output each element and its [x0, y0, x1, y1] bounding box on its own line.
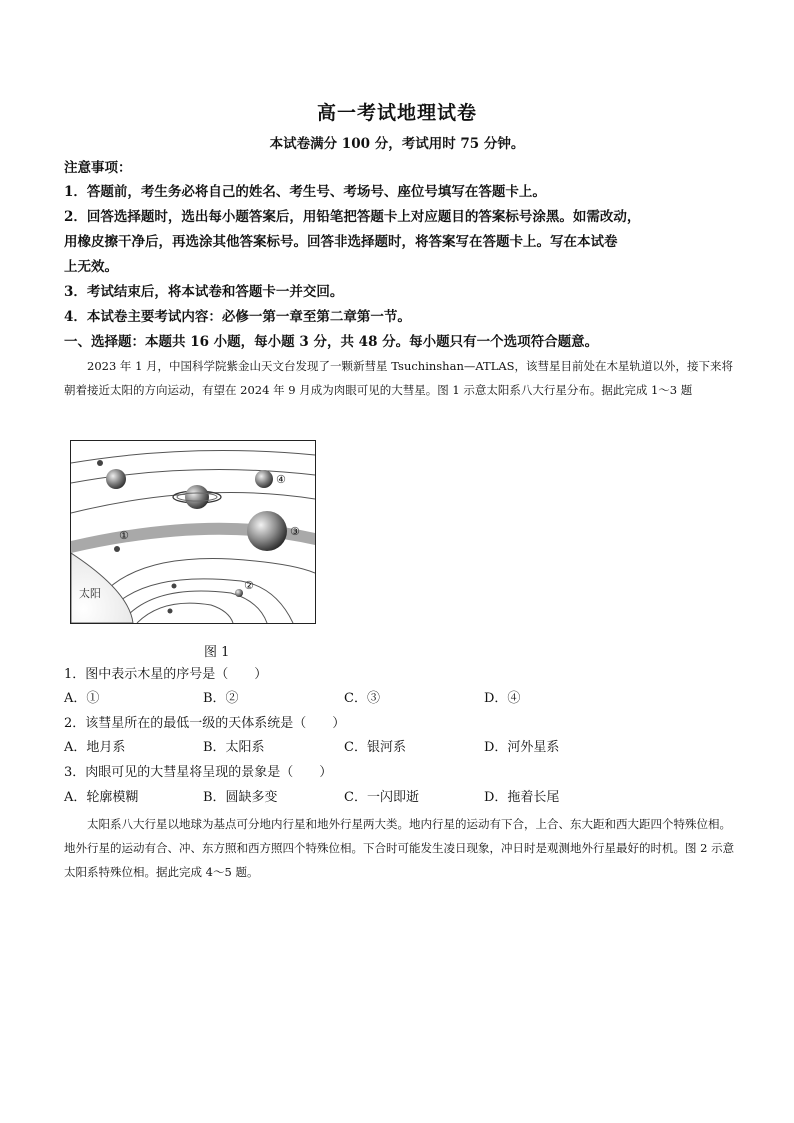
option-b: B．圆缺多变 — [203, 790, 278, 805]
page-title: 高一考试地理试卷 — [316, 102, 477, 124]
passage-1-text: 2023 年 1 月，中国科学院紫金山天文台发现了一颗新彗星 Tsuchinshan—ATLAS，该彗星目前处在木星轨道以外，接下来将朝着接近太阳的方向运动，有望在 2024 年 9 月成为肉眼可见的大彗星。图 1 示意太阳系八大行星分布。据此完成 1～3 题 — [64, 359, 734, 397]
marker-2: ② — [244, 579, 254, 592]
question-3-stem: 3．肉眼可见的大彗星将呈现的景象是（ ） — [64, 765, 333, 780]
figure-caption: 图 1 — [204, 645, 230, 660]
notice-item: 1．答题前，考生务必将自己的姓名、考生号、考场号、座位号填写在答题卡上。 — [64, 184, 546, 200]
notice-item: 3．考试结束后，将本试卷和答题卡一并交回。 — [64, 284, 344, 300]
option-d: D．河外星系 — [484, 740, 560, 755]
marker-4: ④ — [276, 473, 286, 486]
question-1-stem: 1．图中表示木星的序号是（ ） — [64, 667, 268, 682]
notice-item: 用橡皮擦干净后，再选涂其他答案标号。回答非选择题时，将答案写在答题卡上。写在本试卷 — [64, 234, 618, 250]
option-c: C．③ — [344, 691, 380, 706]
question-3-options — [64, 787, 664, 809]
notice-heading: 注意事项： — [64, 160, 132, 176]
marker-3: ③ — [290, 525, 300, 538]
notice-item: 4．本试卷主要考试内容：必修一第一章至第二章第一节。 — [64, 309, 411, 325]
section-heading: 一、选择题：本题共 16 小题，每小题 3 分，共 48 分。每小题只有一个选项符合题意。 — [64, 334, 599, 350]
question-2-options — [64, 737, 664, 759]
option-b: B．② — [203, 691, 239, 706]
option-a: A．地月系 — [64, 740, 126, 755]
option-d: D．拖着长尾 — [484, 790, 560, 805]
passage-2 — [64, 812, 736, 884]
question-1-options — [64, 688, 664, 710]
sun-label: 太阳 — [79, 587, 101, 600]
solar-system-diagram — [71, 441, 315, 623]
option-a: A．轮廓模糊 — [64, 790, 139, 805]
option-d: D．④ — [484, 691, 521, 706]
option-c: C．一闪即逝 — [344, 790, 419, 805]
notice-item: 上无效。 — [64, 259, 118, 275]
marker-1: ① — [119, 529, 129, 542]
option-b: B．太阳系 — [203, 740, 265, 755]
option-a: A．① — [64, 691, 100, 706]
notice-item: 2．回答选择题时，选出每小题答案后，用铅笔把答题卡上对应题目的答案标号涂黑。如需改动， — [64, 209, 641, 225]
passage-2-text: 太阳系八大行星以地球为基点可分地内行星和地外行星两大类。地内行星的运动有下合，上合、东大距和西大距四个特殊位相。地外行星的运动有合、冲、东方照和西方照四个特殊位相。下合时可能发生凌日现象，冲日时是观测地外行星最好的时机。图 2 示意太阳系特殊位相。据此完成 4～5 题。 — [64, 817, 735, 879]
exam-info: 本试卷满分 100 分，考试用时 75 分钟。 — [269, 136, 525, 152]
question-2-stem: 2．该彗星所在的最低一级的天体系统是（ ） — [64, 716, 346, 731]
passage-1 — [64, 354, 736, 402]
figure-solar-system — [70, 440, 316, 624]
option-c: C．银河系 — [344, 740, 406, 755]
